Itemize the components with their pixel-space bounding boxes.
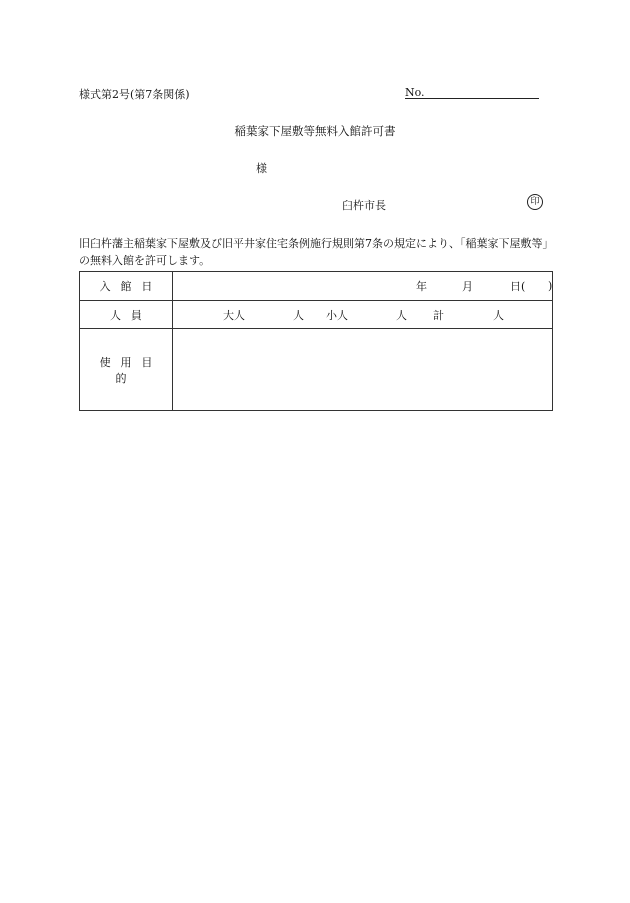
document-number-field[interactable]	[405, 98, 539, 99]
table-row-visit-date	[80, 272, 553, 301]
form-number: 様式第2号(第7条関係)	[79, 88, 190, 101]
table-row-people	[80, 301, 553, 329]
permit-details-table	[79, 271, 553, 411]
people-label: 人員	[80, 301, 173, 329]
purpose-label: 使用目的	[80, 329, 173, 411]
total-unit: 人	[493, 308, 504, 322]
issuer-name: 臼杵市長	[342, 199, 386, 212]
adult-label: 大人	[223, 308, 245, 322]
child-label: 小人	[326, 308, 348, 322]
adult-unit: 人	[293, 308, 304, 322]
visit-date-label: 入館日	[80, 272, 173, 301]
people-field[interactable]	[173, 301, 553, 329]
seal-stamp: 印	[527, 194, 543, 210]
addressee-honorific: 様	[256, 162, 267, 175]
total-label: 計	[433, 308, 444, 322]
child-unit: 人	[396, 308, 407, 322]
visit-date-field[interactable]	[173, 272, 553, 301]
purpose-field[interactable]	[173, 329, 553, 411]
year-label: 年	[416, 280, 427, 293]
month-label: 月	[462, 280, 473, 293]
table-row-purpose	[80, 329, 553, 411]
weekday-close-paren: )	[548, 279, 553, 293]
document-number-label: No.	[405, 86, 425, 99]
day-label: 日(	[510, 280, 526, 293]
document-title: 稲葉家下屋敷等無料入館許可書	[234, 124, 396, 138]
permission-statement: 旧臼杵藩主稲葉家下屋敷及び旧平井家住宅条例施行規則第7条の規定により、「稲葉家下屋敷等」の無料入館を許可します。	[79, 237, 554, 267]
